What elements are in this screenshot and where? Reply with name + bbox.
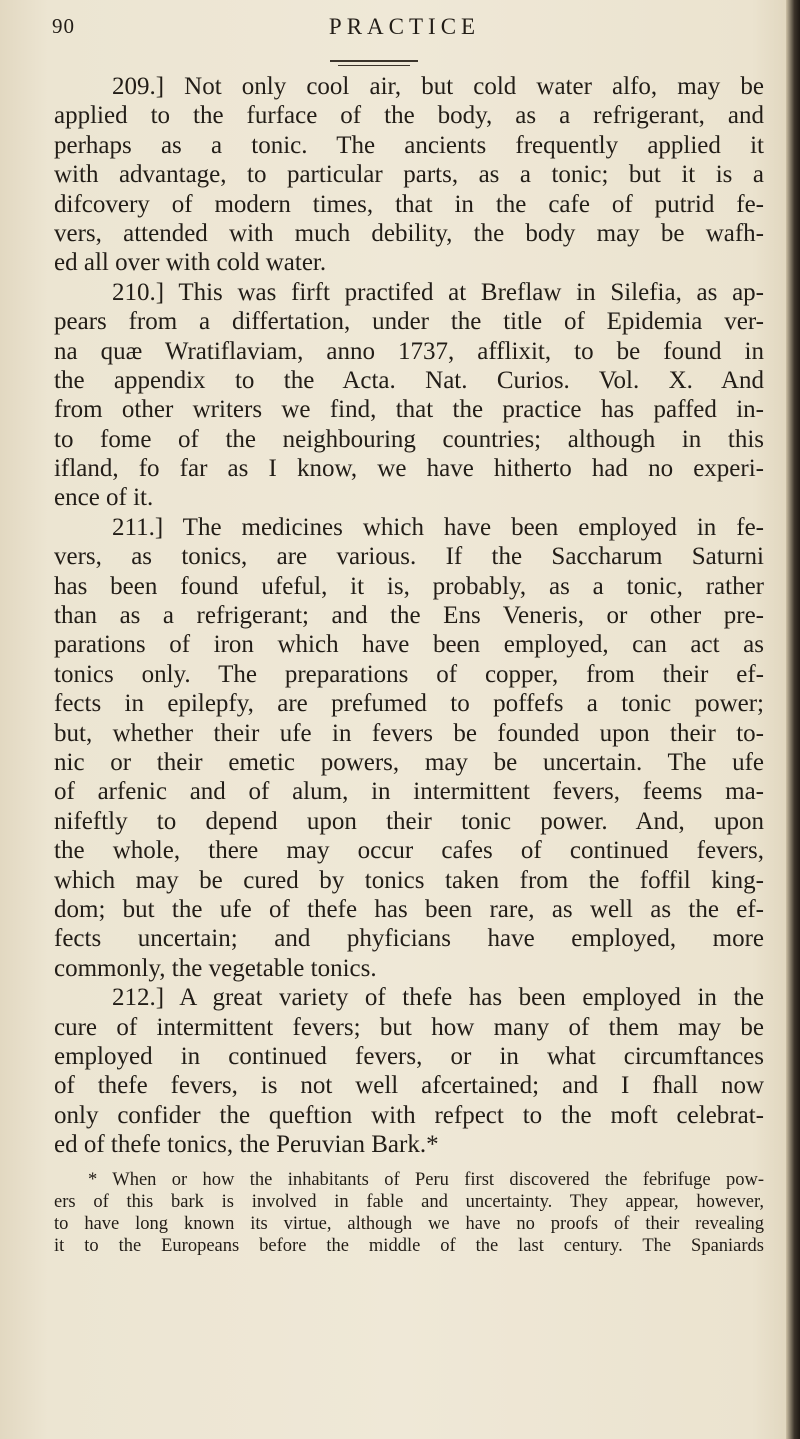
body-line: na quæ Wratiflaviam, anno 1737, afflixit, to be found in <box>54 337 764 365</box>
body-line: ence of it. <box>54 484 154 512</box>
body-line: vers, attended with much debility, the body may be wafh- <box>54 219 764 247</box>
body-line: with advantage, to particular parts, as a tonic; but it is a <box>54 161 764 189</box>
body-line: employed in continued fevers, or in what circumftances <box>54 1042 764 1070</box>
footnote-line: ers of this bark is involved in fable and uncertainty. They appear, however, <box>54 1192 764 1213</box>
body-line: from other writers we find, that the practice has paffed in- <box>54 396 764 424</box>
body-line: perhaps as a tonic. The ancients frequently applied it <box>54 131 764 159</box>
body-line: nifeftly to depend upon their tonic power. And, upon <box>54 807 764 835</box>
body-line: the appendix to the Acta. Nat. Curios. Vol. X. And <box>54 366 764 394</box>
footnote-line: * When or how the inhabitants of Peru first discovered the febrifuge pow- <box>88 1170 764 1191</box>
body-line: fects uncertain; and phyficians have employed, more <box>54 925 764 953</box>
footnote-separator <box>54 1159 764 1169</box>
body-line: parations of iron which have been employed, can act as <box>54 631 764 659</box>
running-head: PRACTICE <box>328 14 481 39</box>
body-line: 210.] This was firft practifed at Breflaw in Silefia, as ap- <box>112 278 764 306</box>
header-rule-thin <box>338 65 410 66</box>
body-line: cure of intermittent fevers; but how many of them may be <box>54 1013 764 1041</box>
body-line: vers, as tonics, are various. If the Saccharum Saturni <box>54 543 764 571</box>
footnote-line: it to the Europeans before the middle of the last century. The Spaniards <box>54 1236 764 1257</box>
body-line: has been found ufeful, it is, probably, as a tonic, rather <box>54 572 764 600</box>
body-line: difcovery of modern times, that in the cafe of putrid fe- <box>54 190 764 218</box>
body-line: 211.] The medicines which have been employed in fe- <box>112 513 764 541</box>
body-line: of thefe fevers, is not well afcertained; and I fhall now <box>54 1072 764 1100</box>
header-rule <box>330 60 418 62</box>
body-line: to fome of the neighbouring countries; although in this <box>54 425 764 453</box>
body-line: tonics only. The preparations of copper, from their ef- <box>54 660 764 688</box>
body-line: applied to the furface of the body, as a refrigerant, and <box>54 102 764 130</box>
footnote-line: to have long known its virtue, although we have no proofs of their revealing <box>54 1214 764 1235</box>
body-line: dom; but the ufe of thefe has been rare, as well as the ef- <box>54 895 764 923</box>
body-line: of arfenic and of alum, in intermittent fevers, feems ma- <box>54 778 764 806</box>
page-edge-shadow <box>786 0 800 1439</box>
page-number: 90 <box>52 14 75 38</box>
footnote <box>54 1169 764 1257</box>
body-line: commonly, the vegetable tonics. <box>54 954 377 982</box>
body-line: the whole, there may occur cafes of continued fevers, <box>54 837 764 865</box>
body-text <box>54 72 764 1159</box>
body-line: than as a refrigerant; and the Ens Veneris, or other pre- <box>54 602 764 630</box>
body-line: ed all over with cold water. <box>54 249 327 277</box>
body-line: 209.] Not only cool air, but cold water alfo, may be <box>112 73 764 100</box>
page-text <box>54 72 764 1257</box>
body-line: nic or their emetic powers, may be uncertain. The ufe <box>54 748 764 776</box>
body-line: only confider the queftion with refpect to the moft celebrat- <box>54 1101 764 1129</box>
body-line: fects in epilepfy, are prefumed to poffefs a tonic power; <box>54 690 764 718</box>
body-line: ed of thefe tonics, the Peruvian Bark.* <box>54 1131 439 1159</box>
body-line: but, whether their ufe in fevers be founded upon their to- <box>54 719 764 747</box>
body-line: 212.] A great variety of thefe has been employed in the <box>112 984 764 1012</box>
page-header <box>52 14 757 48</box>
body-line: ifland, fo far as I know, we have hitherto had no experi- <box>54 455 764 483</box>
body-line: which may be cured by tonics taken from the foffil king- <box>54 866 764 894</box>
body-line: pears from a differtation, under the title of Epidemia ver- <box>54 308 764 336</box>
